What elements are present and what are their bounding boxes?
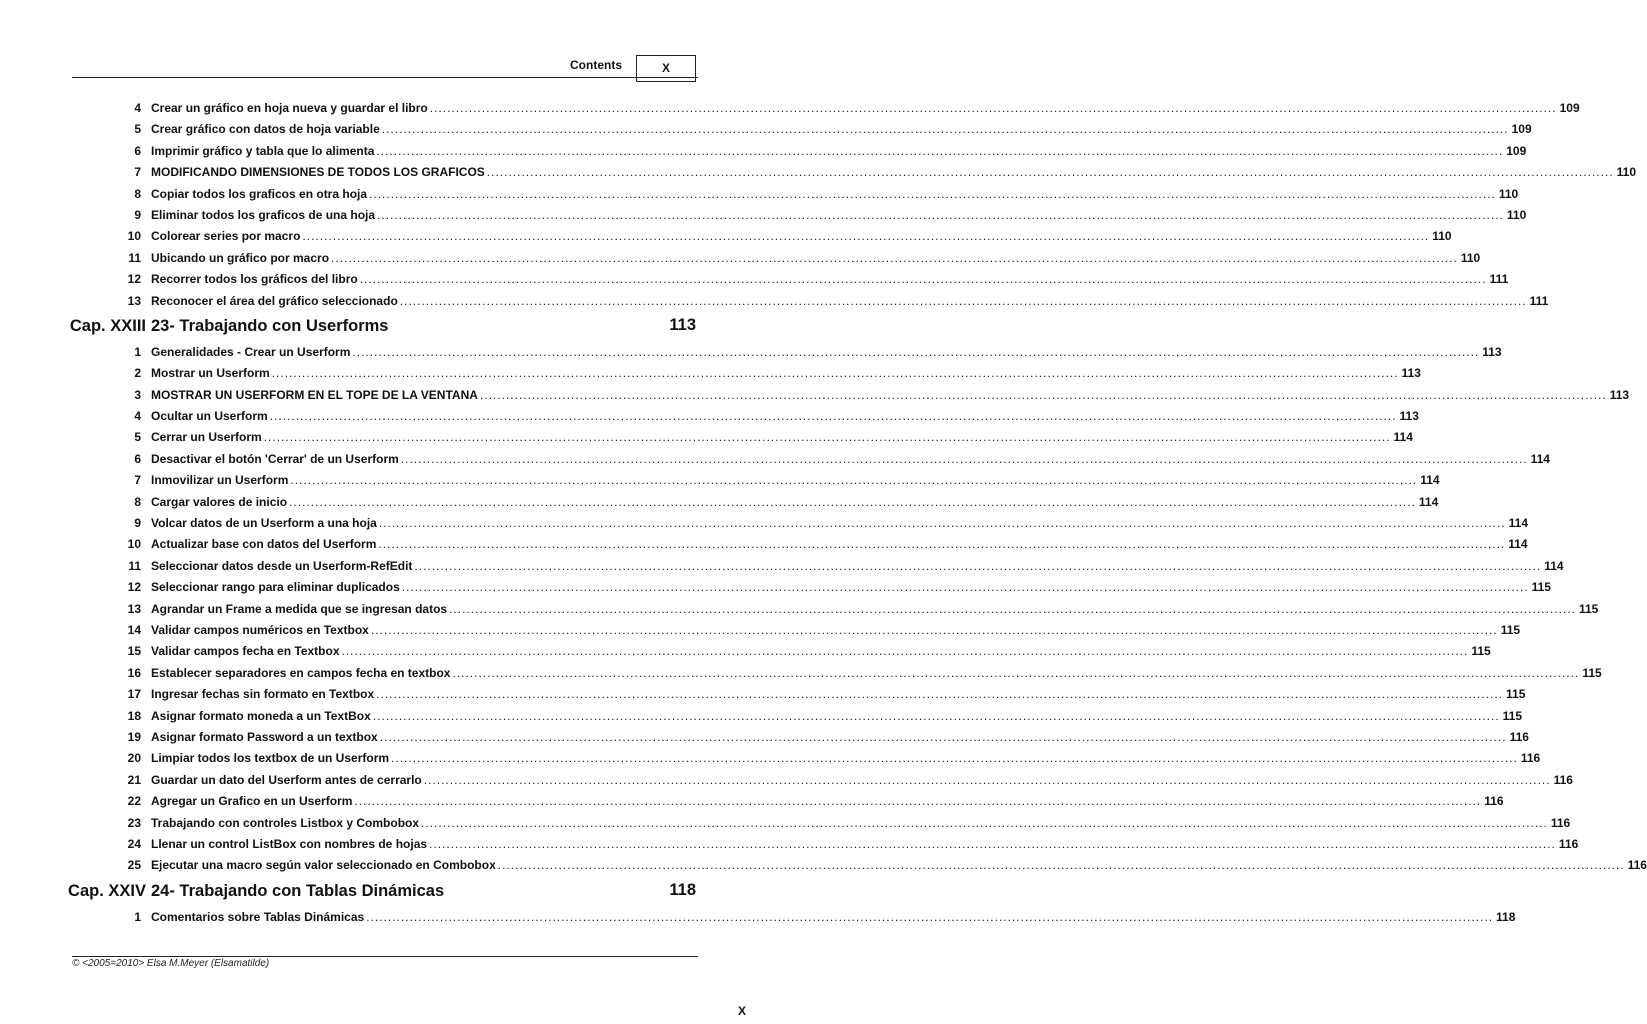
- entry-page: 115: [1500, 622, 1521, 637]
- toc-entry[interactable]: [0, 640, 1491, 661]
- dot-leader: ....................................................................................................................................................................................................................................................................: [486, 165, 1614, 180]
- entry-page: 113: [1399, 409, 1419, 424]
- entry-page: 116: [1550, 815, 1571, 830]
- chapter-number: Cap. XXIII: [69, 316, 146, 335]
- toc-entry[interactable]: [0, 362, 1421, 383]
- entry-number: 13: [127, 293, 141, 308]
- entry-page: 114: [1420, 473, 1440, 488]
- header-page-box: X: [636, 55, 696, 82]
- entry-page: 110: [1432, 229, 1452, 244]
- entry-page: 111: [1529, 293, 1549, 308]
- entry-title: Cargar valores de inicio: [151, 494, 288, 509]
- entry-page: 116: [1627, 858, 1647, 873]
- dot-leader: ....................................................................................................................................................................................................................................................................: [391, 751, 1518, 766]
- entry-page: 115: [1582, 665, 1602, 680]
- toc-entry[interactable]: [0, 405, 1419, 426]
- entry-page: 110: [1460, 250, 1481, 265]
- entry-number: 15: [127, 644, 141, 659]
- entry-page: 114: [1393, 430, 1413, 445]
- entry-page: 113: [1609, 387, 1630, 402]
- dot-leader: ....................................................................................................................................................................................................................................................................: [302, 229, 1430, 244]
- chapter-heading[interactable]: [0, 311, 768, 341]
- toc-entry[interactable]: [0, 683, 1526, 704]
- toc-entry[interactable]: [0, 619, 1521, 640]
- entry-page: 116: [1484, 794, 1504, 809]
- toc-entry[interactable]: [0, 576, 1551, 597]
- entry-page: 115: [1531, 580, 1551, 595]
- entry-number: 7: [134, 165, 141, 180]
- dot-leader: ....................................................................................................................................................................................................................................................................: [369, 186, 1496, 201]
- entry-title: Asignar formato moneda a un TextBox: [151, 708, 371, 723]
- toc-entry[interactable]: [0, 448, 1550, 469]
- entry-title: MOSTRAR UN USERFORM EN EL TOPE DE LA VENTANA: [151, 387, 478, 402]
- dot-leader: ....................................................................................................................................................................................................................................................................: [381, 122, 1509, 137]
- entry-title: Generalidades - Crear un Userform: [151, 344, 351, 359]
- entry-number: 17: [127, 687, 141, 702]
- entry-number: 6: [134, 451, 141, 466]
- entry-title: Validar campos numéricos en Textbox: [151, 622, 369, 637]
- dot-leader: ....................................................................................................................................................................................................................................................................: [429, 101, 1557, 115]
- toc-entry[interactable]: [0, 491, 1439, 512]
- dot-leader: ....................................................................................................................................................................................................................................................................: [290, 473, 1418, 488]
- dot-leader: ....................................................................................................................................................................................................................................................................: [497, 858, 1625, 873]
- toc-entry[interactable]: [0, 183, 1519, 204]
- footer-copyright: © <2005=2010> Elsa M.Meyer (Elsamatilde): [72, 958, 270, 969]
- toc-entry[interactable]: [0, 97, 1580, 118]
- entry-page: 113: [1482, 344, 1502, 359]
- entry-title: Eliminar todos los graficos de una hoja: [151, 207, 376, 222]
- entry-title: Actualizar base con datos del Userform: [151, 537, 377, 552]
- entry-title: Crear un gráfico en hoja nueva y guardar el libro: [151, 101, 428, 115]
- entry-number: 4: [134, 409, 141, 424]
- entry-title: Imprimir gráfico y tabla que lo alimenta: [151, 143, 375, 158]
- entry-page: 110: [1498, 186, 1519, 201]
- entry-title: Volcar datos de un Userform a una hoja: [151, 516, 377, 531]
- entry-page: 116: [1520, 751, 1541, 766]
- entry-page: 114: [1530, 451, 1550, 466]
- dot-leader: ....................................................................................................................................................................................................................................................................: [263, 430, 1391, 445]
- entry-page: 115: [1471, 644, 1491, 659]
- entry-page: 110: [1506, 207, 1527, 222]
- dot-leader: ....................................................................................................................................................................................................................................................................: [376, 143, 1504, 158]
- entry-number: 11: [128, 558, 141, 573]
- entry-title: Establecer separadores en campos fecha en textbox: [151, 665, 451, 680]
- entry-number: 21: [127, 772, 141, 787]
- dot-leader: ....................................................................................................................................................................................................................................................................: [379, 729, 1507, 744]
- toc-entry[interactable]: [0, 726, 1529, 747]
- entry-number: 19: [127, 729, 141, 744]
- entry-title: Agrandar un Frame a medida que se ingresan datos: [151, 601, 448, 616]
- entry-page: 115: [1506, 687, 1526, 702]
- entry-page: 114: [1544, 558, 1564, 573]
- entry-title: Cerrar un Userform: [151, 430, 262, 445]
- entry-page: 114: [1418, 494, 1439, 509]
- entry-number: 7: [134, 473, 141, 488]
- toc-entry[interactable]: [0, 512, 1529, 533]
- toc-entry[interactable]: [0, 140, 1527, 161]
- toc-entry[interactable]: [0, 812, 1571, 833]
- dot-leader: ....................................................................................................................................................................................................................................................................: [423, 772, 1551, 787]
- footer-rule: [72, 956, 698, 957]
- toc-entry[interactable]: [0, 747, 1541, 768]
- toc-entry[interactable]: [0, 598, 1599, 619]
- entry-number: 2: [134, 366, 141, 381]
- entry-title: Colorear series por macro: [151, 229, 301, 244]
- toc-entry[interactable]: [0, 268, 1509, 289]
- entry-title: Validar campos fecha en Textbox: [151, 644, 340, 659]
- entry-number: 20: [127, 751, 141, 766]
- entry-number: 22: [127, 794, 141, 809]
- entry-number: 1: [134, 909, 141, 924]
- toc-entry[interactable]: [0, 833, 1579, 854]
- entry-title: Ocultar un Userform: [151, 409, 268, 424]
- toc-entry[interactable]: [0, 118, 1532, 139]
- entry-number: 5: [134, 122, 141, 137]
- dot-leader: ....................................................................................................................................................................................................................................................................: [421, 815, 1548, 830]
- toc-entry[interactable]: [0, 854, 1647, 875]
- dot-leader: ....................................................................................................................................................................................................................................................................: [366, 909, 1494, 924]
- dot-leader: ....................................................................................................................................................................................................................................................................: [479, 387, 1607, 402]
- header-title: Contents: [570, 58, 622, 72]
- toc-entry[interactable]: [0, 426, 1413, 447]
- entry-number: 9: [134, 207, 141, 222]
- entry-number: 16: [127, 665, 141, 680]
- entry-title: Mostrar un Userform: [151, 366, 270, 381]
- entry-page: 115: [1578, 601, 1599, 616]
- entry-number: 24: [127, 836, 141, 851]
- toc-entry[interactable]: [0, 341, 1502, 362]
- entry-number: 10: [127, 537, 141, 552]
- dot-leader: ....................................................................................................................................................................................................................................................................: [289, 494, 1416, 509]
- entry-number: 8: [134, 494, 141, 509]
- entry-title: Trabajando con controles Listbox y Combobox: [151, 815, 420, 830]
- entry-title: Ubicando un gráfico por macro: [151, 250, 330, 265]
- entry-title: Crear gráfico con datos de hoja variable: [151, 122, 380, 137]
- toc-entry[interactable]: [0, 290, 1549, 311]
- entry-page: 116: [1558, 836, 1579, 851]
- toc-entry[interactable]: [0, 662, 1602, 683]
- entry-title: Desactivar el botón 'Cerrar' de un Userform: [151, 451, 399, 466]
- entry-number: 1: [134, 344, 141, 359]
- toc-entry[interactable]: [0, 225, 1452, 246]
- entry-page: 111: [1489, 272, 1509, 287]
- toc-entry[interactable]: [0, 555, 1564, 576]
- toc-entry[interactable]: [0, 384, 1630, 405]
- dot-leader: ....................................................................................................................................................................................................................................................................: [401, 580, 1529, 595]
- entry-number: 10: [127, 229, 141, 244]
- entry-title: Ingresar fechas sin formato en Textbox: [151, 687, 375, 702]
- entry-title: Seleccionar rango para eliminar duplicados: [151, 580, 400, 595]
- dot-leader: ....................................................................................................................................................................................................................................................................: [378, 537, 1506, 552]
- dot-leader: ....................................................................................................................................................................................................................................................................: [377, 207, 1504, 222]
- entry-number: 12: [127, 580, 141, 595]
- dot-leader: ....................................................................................................................................................................................................................................................................: [400, 451, 1528, 466]
- entry-number: 11: [128, 250, 141, 265]
- dot-leader: ....................................................................................................................................................................................................................................................................: [370, 622, 1498, 637]
- entry-title: Llenar un control ListBox con nombres de hojas: [151, 836, 428, 851]
- dot-leader: ....................................................................................................................................................................................................................................................................: [372, 708, 1500, 723]
- entry-page: 116: [1509, 729, 1529, 744]
- dot-leader: ....................................................................................................................................................................................................................................................................: [341, 644, 1469, 659]
- entry-page: 114: [1508, 516, 1529, 531]
- entry-page: 113: [1401, 366, 1421, 381]
- entry-number: 5: [134, 430, 141, 445]
- entry-page: 118: [1496, 909, 1516, 924]
- entry-title: Inmovilizar un Userform: [151, 473, 289, 488]
- page-marker: X: [738, 1004, 747, 1018]
- dot-leader: ....................................................................................................................................................................................................................................................................: [452, 665, 1580, 680]
- entry-title: Reconocer el área del gráfico seleccionado: [151, 293, 398, 308]
- entry-title: Recorrer todos los gráficos del libro: [151, 272, 358, 287]
- dot-leader: ....................................................................................................................................................................................................................................................................: [414, 558, 1542, 573]
- dot-leader: ....................................................................................................................................................................................................................................................................: [354, 794, 1482, 809]
- entry-title: Guardar un dato del Userform antes de cerrarlo: [151, 772, 422, 787]
- entry-page: 114: [1508, 537, 1528, 552]
- entry-page: 109: [1511, 122, 1532, 137]
- entry-number: 13: [127, 601, 141, 616]
- entry-title: Asignar formato Password a un textbox: [151, 729, 378, 744]
- toc-entry[interactable]: [0, 533, 1528, 554]
- dot-leader: ....................................................................................................................................................................................................................................................................: [449, 601, 1576, 616]
- entry-number: 23: [127, 815, 141, 830]
- entry-title: Copiar todos los graficos en otra hoja: [151, 186, 368, 201]
- entry-page: 109: [1506, 143, 1527, 158]
- toc-entry[interactable]: [0, 161, 1636, 182]
- entry-number: 18: [127, 708, 141, 723]
- toc-entry[interactable]: [0, 906, 1516, 927]
- toc-entry[interactable]: [0, 204, 1527, 225]
- entry-page: 109: [1559, 101, 1580, 115]
- entry-title: Limpiar todos los textbox de un Userform: [151, 751, 390, 766]
- entry-number: 6: [134, 143, 141, 158]
- entry-title: Agregar un Grafico en un Userform: [151, 794, 353, 809]
- entry-title: Seleccionar datos desde un Userform-RefEdit: [151, 558, 413, 573]
- entry-page: 110: [1616, 165, 1636, 180]
- dot-leader: ....................................................................................................................................................................................................................................................................: [378, 516, 1506, 531]
- chapter-number: Cap. XXIV: [68, 881, 146, 900]
- table-of-contents: [0, 97, 1647, 927]
- entry-page: 115: [1502, 708, 1523, 723]
- entry-number: 14: [127, 622, 141, 637]
- entry-page: 116: [1553, 772, 1573, 787]
- chapter-page: 113: [669, 315, 696, 334]
- entry-number: 9: [134, 516, 141, 531]
- entry-title: Comentarios sobre Tablas Dinámicas: [151, 909, 365, 924]
- dot-leader: ....................................................................................................................................................................................................................................................................: [352, 344, 1480, 359]
- entry-number: 25: [127, 858, 141, 873]
- dot-leader: ....................................................................................................................................................................................................................................................................: [271, 366, 1399, 381]
- toc-entry[interactable]: [0, 247, 1481, 268]
- entry-number: 12: [127, 272, 141, 287]
- dot-leader: ....................................................................................................................................................................................................................................................................: [359, 272, 1487, 287]
- chapter-title: 24- Trabajando con Tablas Dinámicas: [151, 881, 445, 900]
- dot-leader: ....................................................................................................................................................................................................................................................................: [331, 250, 1458, 265]
- dot-leader: ....................................................................................................................................................................................................................................................................: [269, 409, 1397, 424]
- toc-entry[interactable]: [0, 469, 1440, 490]
- toc-entry[interactable]: [0, 705, 1523, 726]
- entry-title: Ejecutar una macro según valor seleccionado en Combobox: [151, 858, 496, 873]
- toc-entry[interactable]: [0, 790, 1504, 811]
- dot-leader: ....................................................................................................................................................................................................................................................................: [429, 836, 1556, 851]
- entry-number: 8: [134, 186, 141, 201]
- chapter-heading[interactable]: [0, 876, 768, 906]
- entry-number: 4: [134, 101, 141, 115]
- toc-entry[interactable]: [0, 769, 1573, 790]
- dot-leader: ....................................................................................................................................................................................................................................................................: [399, 293, 1527, 308]
- entry-title: MODIFICANDO DIMENSIONES DE TODOS LOS GRAFICOS: [151, 165, 485, 180]
- dot-leader: ....................................................................................................................................................................................................................................................................: [376, 687, 1504, 702]
- chapter-title: 23- Trabajando con Userforms: [151, 316, 389, 335]
- entry-number: 3: [134, 387, 141, 402]
- chapter-page: 118: [669, 880, 696, 899]
- header-rule: [72, 77, 698, 78]
